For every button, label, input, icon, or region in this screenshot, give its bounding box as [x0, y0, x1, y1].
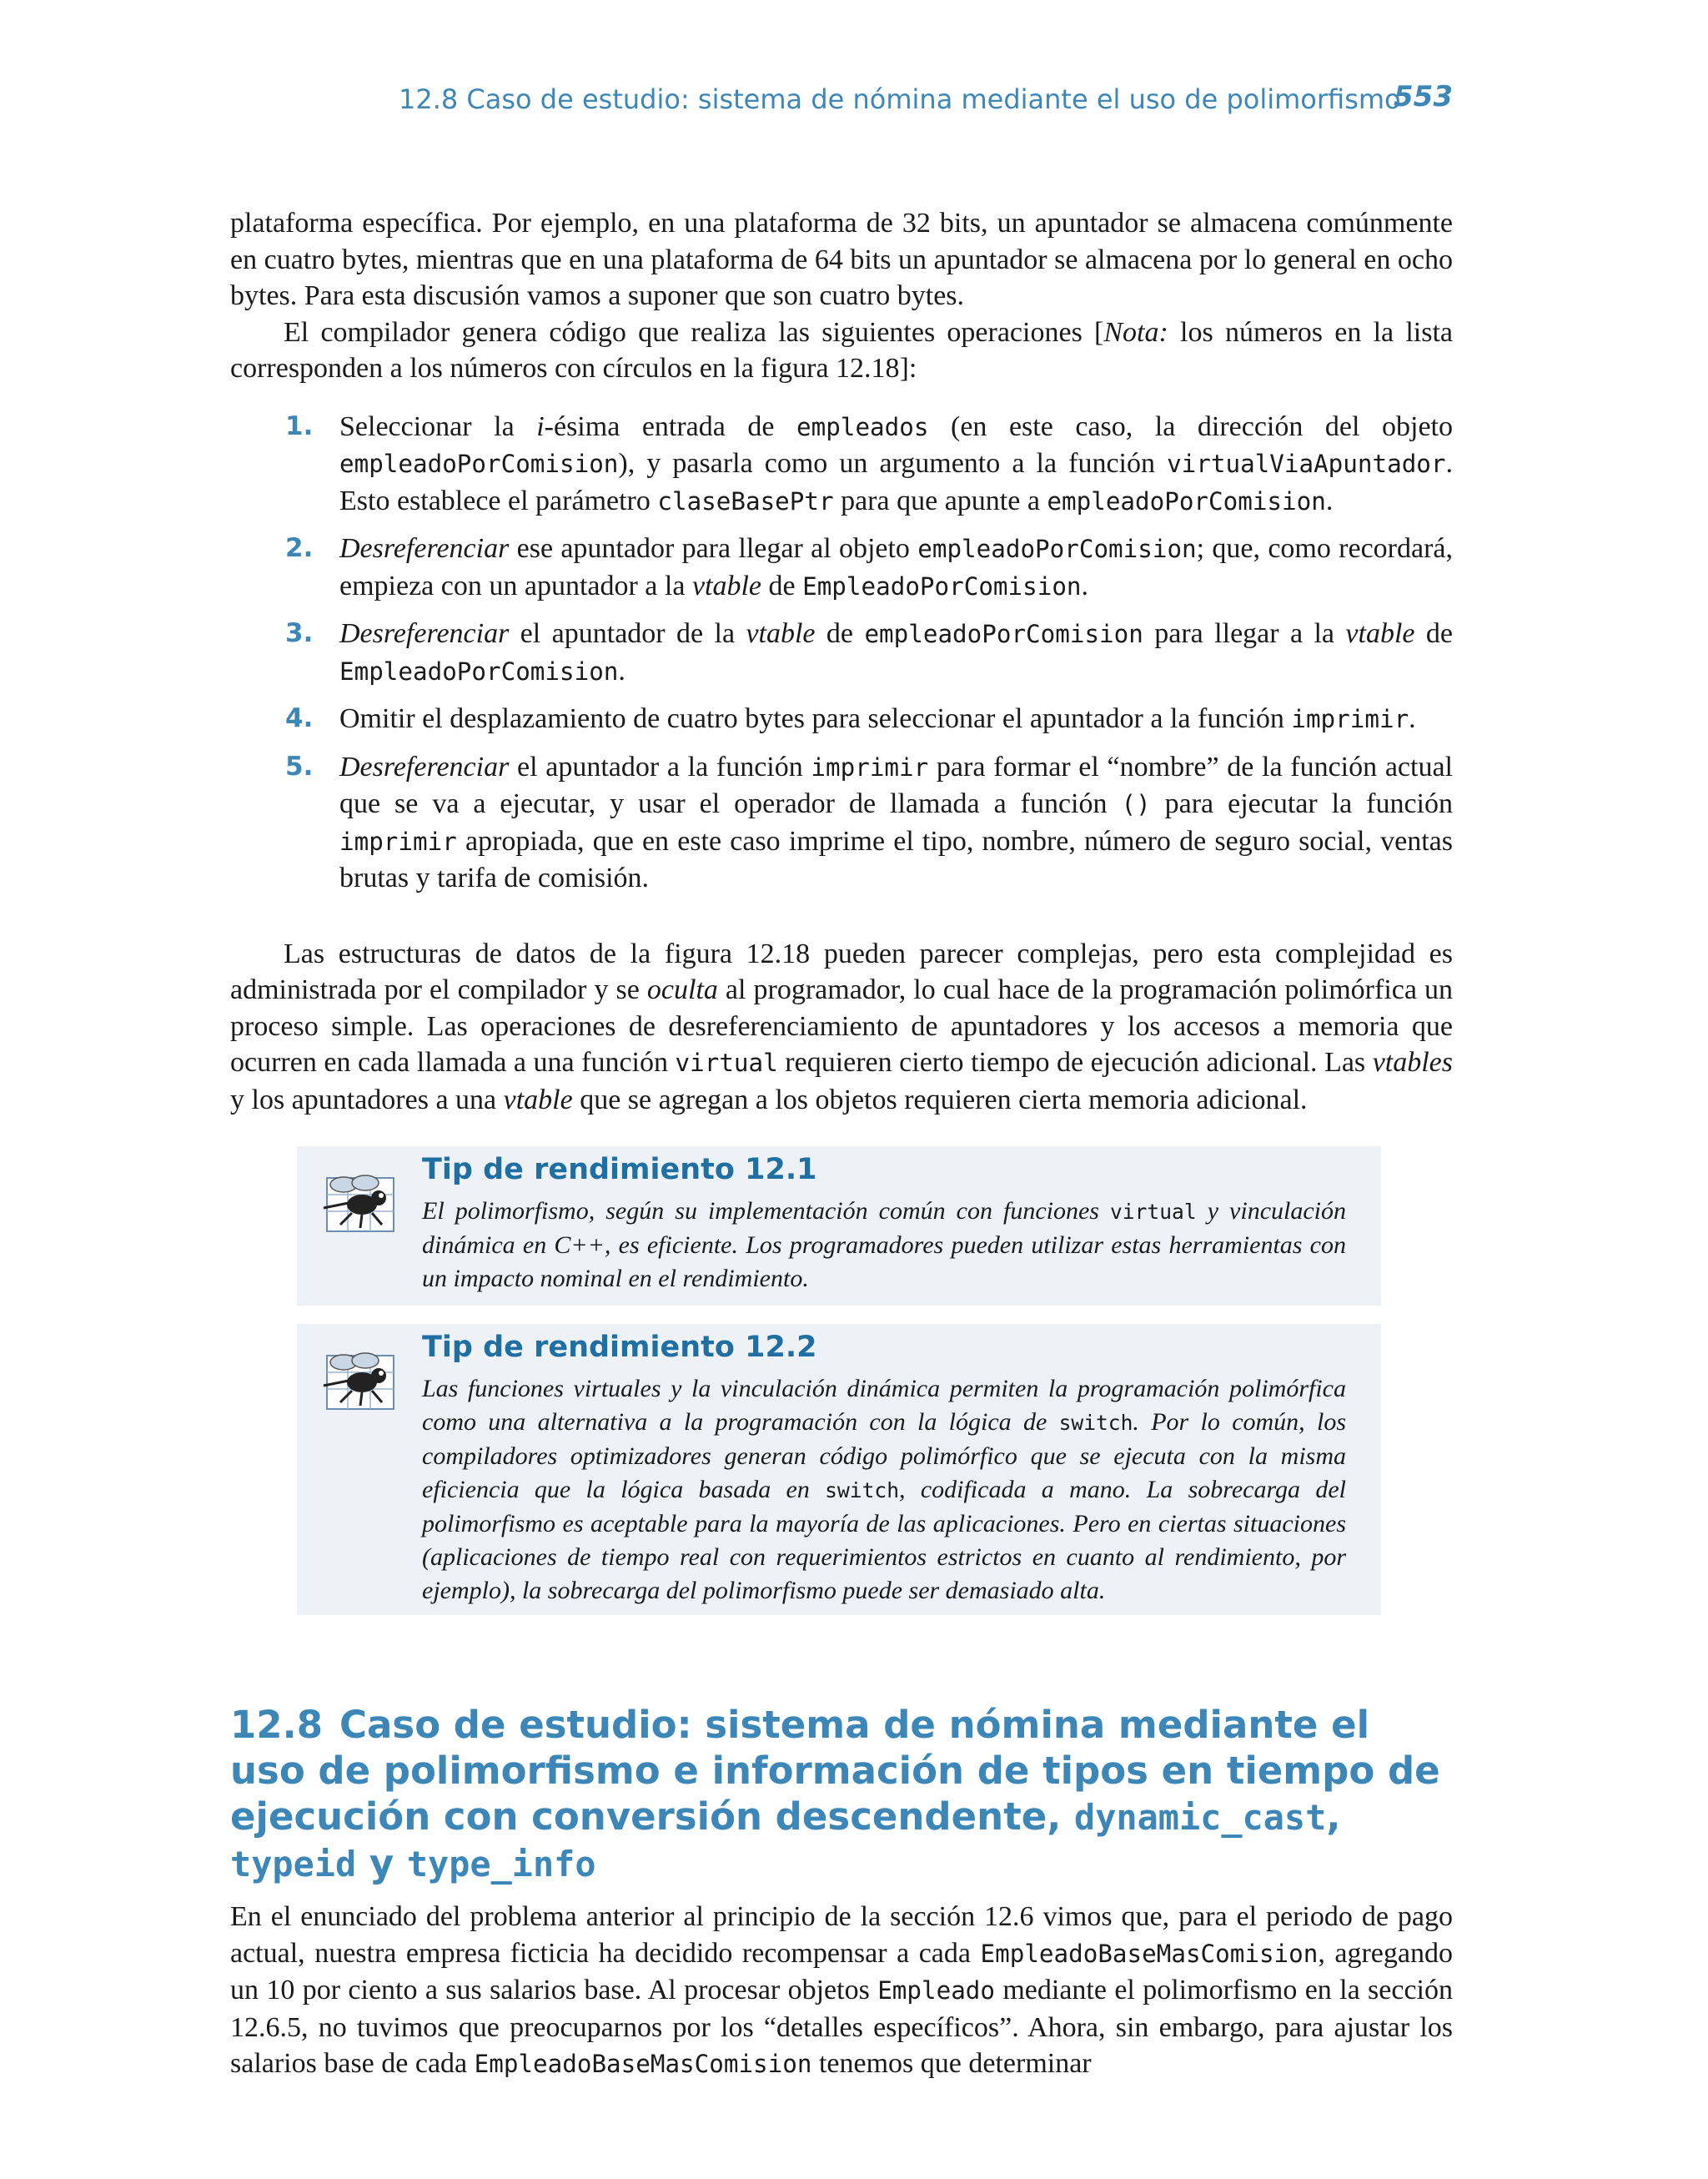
section-heading: 12.8 Caso de estudio: sistema de nómina mediante el uso de polimorfismo e información de tipos en tiempo de ejecución con conversión descendente, dynamic_cast, typeid y type_info [230, 1703, 1440, 1885]
performance-tip-box [297, 1146, 1381, 1306]
tip-body: Las funciones virtuales y la vinculación dinámica permiten la programación polimórfica como una alternativa a la programación con la lógica de switch. Por lo común, los compiladores optimizadores generan código polimórfico que se ejecuta con la misma eficiencia que la lógica basada en switch, codificada a mano. La sobrecarga del polimorfismo es aceptable para la mayoría de las aplicaciones. Pero en ciertas situaciones (aplicaciones de tiempo real con requerimientos estrictos en cuanto al rendimiento, por ejemplo), la sobrecarga del polimorfismo puede ser demasiado alta. [422, 1375, 1346, 1604]
tip-title: Tip de rendimiento 12.2 [422, 1331, 817, 1364]
running-header [399, 80, 1453, 117]
performance-tip-box [297, 1324, 1381, 1615]
list-item: 2. Desreferenciar ese apuntador para llegar al objeto empleadoPorComision; que, como recordará, empieza con un apuntador a la vtable de EmpleadoPorComision. [285, 533, 1453, 601]
operations-list [230, 409, 1453, 897]
tip-title: Tip de rendimiento 12.1 [422, 1153, 817, 1186]
compiler-paragraph: El compilador genera código que realiza las siguientes operaciones [Nota: los números en la lista corresponden a los números con círculos en la figura 12.18]: [230, 316, 1454, 384]
bug-icon [319, 1170, 400, 1238]
running-header-title: 12.8 Caso de estudio: sistema de nómina mediante el uso de polimorfismo [399, 83, 1401, 115]
list-item: 1. Seleccionar la i-ésima entrada de empleados (en este caso, la dirección del objeto empleadoPorComision), y pasarla como un argumento a la función virtualViaApuntador. Esto establece el parámetro claseBasePtr para que apunte a empleadoPorComision. [285, 410, 1453, 516]
tip-body: El polimorfismo, según su implementación común con funciones virtual y vinculación dinámica en C++, es eficiente. Los programadores pueden utilizar estas herramientas con un impacto nominal en el rendimiento. [422, 1197, 1346, 1292]
list-item: 4. Omitir el desplazamiento de cuatro bytes para seleccionar el apuntador a la función imprimir. [285, 703, 1416, 734]
page-number: 553 [1394, 80, 1453, 113]
section-paragraph: En el enunciado del problema anterior al principio de la sección 12.6 vimos que, para el periodo de pago actual, nuestra empresa ficticia ha decidido recompensar a cada EmpleadoBaseMasComision, agregando un 10 por ciento a sus salarios base. Al procesar objetos Empleado mediante el polimorfismo en la sección 12.6.5, no tuvimos que preocuparnos por los “detalles específicos”. Ahora, sin embargo, para ajustar los salarios base de cada EmpleadoBaseMasComision tenemos que determinar [230, 1901, 1453, 2079]
intro-paragraph: plataforma específica. Por ejemplo, en una plataforma de 32 bits, un apuntador se almacena comúnmente en cuatro bytes, mientras que en una plataforma de 64 bits un apuntador se almacena por lo general en ocho bytes. Para esta discusión vamos a suponer que son cuatro bytes. [230, 208, 1453, 311]
data-structures-paragraph: Las estructuras de datos de la figura 12.18 pueden parecer complejas, pero esta complejidad es administrada por el compilador y se oculta al programador, lo cual hace de la programación polimórfica un proceso simple. Las operaciones de desreferenciamiento de apuntadores y los accesos a memoria que ocurren en cada llamada a una función virtual requieren cierto tiempo de ejecución adicional. Las vtables y los apuntadores a una vtable que se agregan a los objetos requieren cierta memoria adicional. [230, 938, 1454, 1115]
list-item: 3. Desreferenciar el apuntador de la vtable de empleadoPorComision para llegar a la vtable de EmpleadoPorComision. [285, 618, 1453, 687]
bug-icon [319, 1347, 400, 1416]
page-content [230, 205, 1453, 2083]
list-item: 5. Desreferenciar el apuntador a la función imprimir para formar el “nombre” de la función actual que se va a ejecutar, y usar el operador de llamada a función () para ejecutar la función imprimir apropiada, que en este caso imprime el tipo, nombre, número de seguro social, ventas brutas y tarifa de comisión. [285, 751, 1453, 893]
